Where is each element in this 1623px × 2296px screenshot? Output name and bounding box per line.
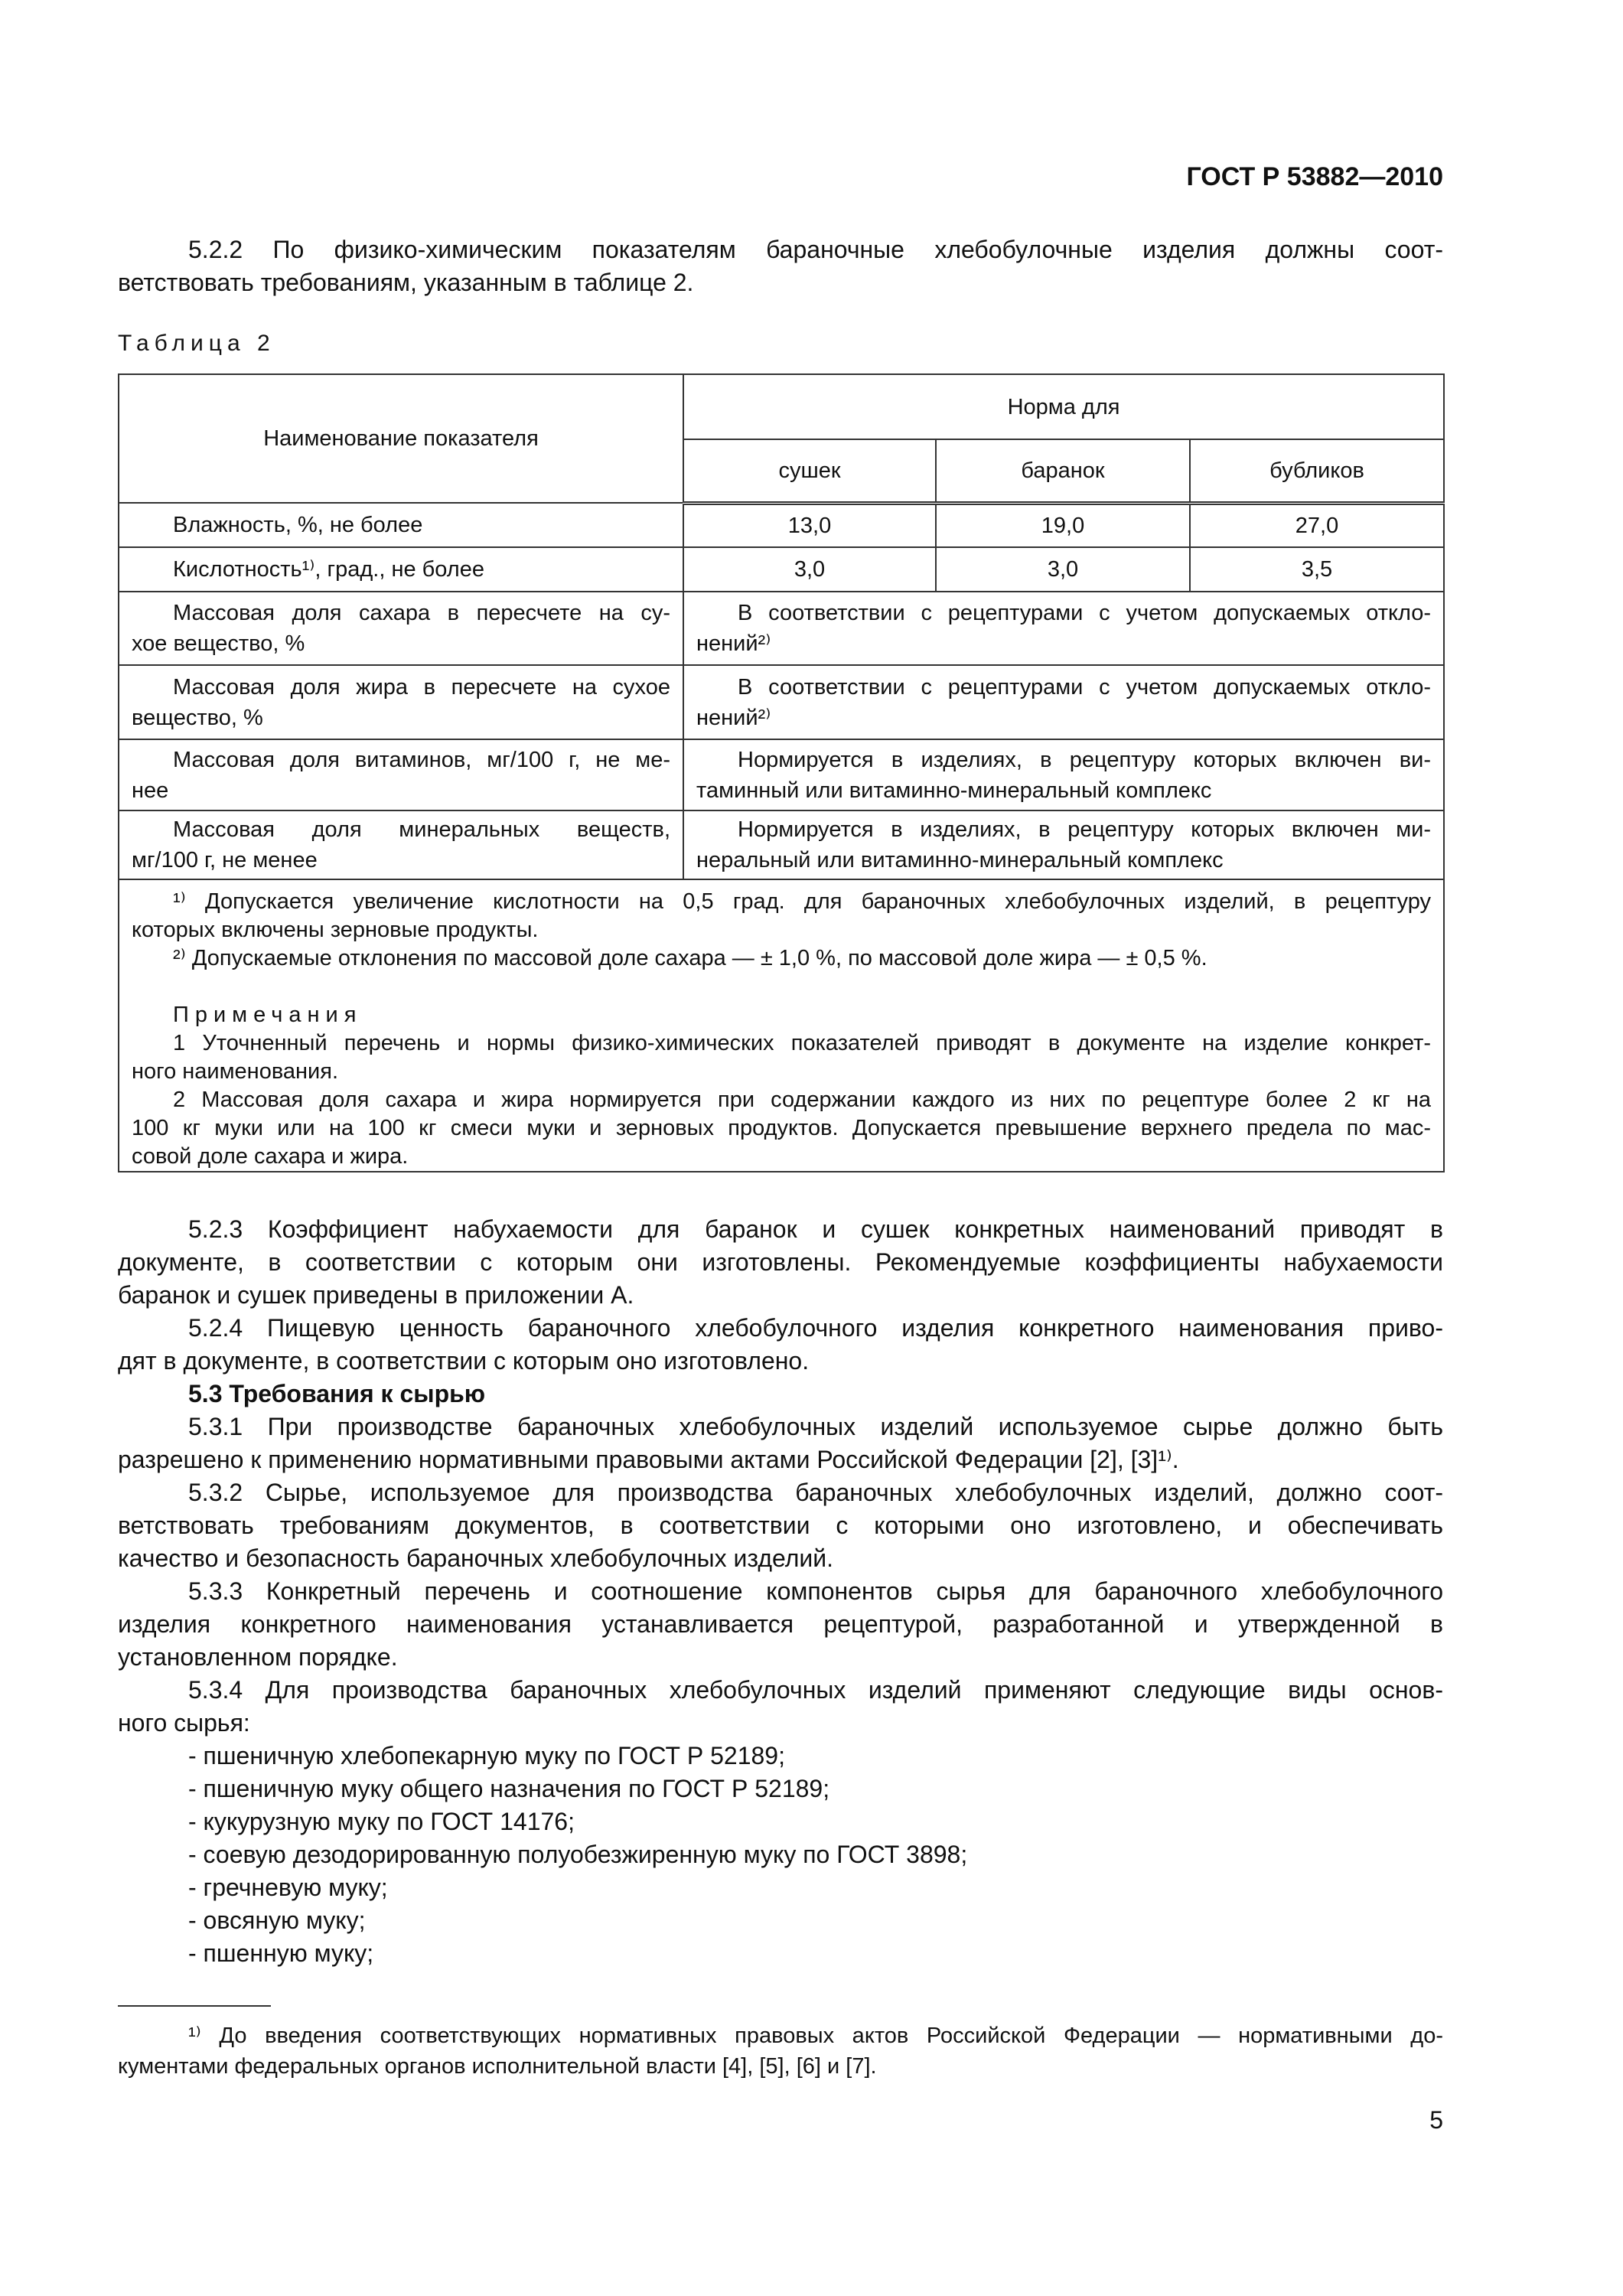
text-line: которых включены зерновые продукты. <box>132 918 539 942</box>
text-line: ветствовать требованиям, указанным в таблице 2. <box>118 269 694 296</box>
cell-norm <box>683 592 1444 665</box>
text-line: ¹⁾ До введения соответствующих нормативных правовых актов Российской Федерации — нормативными до- <box>188 2024 1443 2048</box>
note-2 <box>132 1086 1431 1171</box>
text-line: Нормируется в изделиях, в рецептуру которых включен ви- <box>738 747 1432 772</box>
table-row <box>119 665 1444 739</box>
text-line: неральный или витаминно-минеральный комплекс <box>696 848 1224 872</box>
list-item: - кукурузную муку по ГОСТ 14176; <box>188 1808 575 1835</box>
table-notes <box>119 879 1444 1172</box>
text-line: ного сырья: <box>118 1709 250 1737</box>
text-line: кументами федеральных органов исполнительной власти [4], [5], [6] и [7]. <box>118 2054 877 2079</box>
row-name <box>119 592 683 665</box>
sub-header-baranki: баранок <box>936 439 1190 503</box>
page-footnote <box>118 2020 1443 2082</box>
table-row <box>119 592 1444 665</box>
text-line: Массовая доля минеральных веществ, <box>173 817 670 842</box>
table-caption: Таблица 2 <box>118 331 275 356</box>
cell-value: 3,5 <box>1190 547 1444 592</box>
text-line: таминный или витаминно-минеральный комплекс <box>696 778 1212 803</box>
list-item: - гречневую муку; <box>188 1874 388 1901</box>
text-line: В соответствии с рецептурами с учетом допускаемых откло- <box>738 674 1432 700</box>
paragraph-5-2-4 <box>118 1312 1443 1378</box>
text-line: качество и безопасность бараночных хлебобулочных изделий. <box>118 1544 834 1572</box>
paragraph-5-3-1 <box>118 1411 1443 1476</box>
paragraph-5-2-3 <box>118 1213 1443 1312</box>
paragraph-5-3-3 <box>118 1575 1443 1674</box>
text-line: баранок и сушек приведены в приложении А. <box>118 1281 634 1309</box>
col-header-norm: Норма для <box>683 374 1444 439</box>
cell-value: 3,0 <box>936 547 1190 592</box>
table-row <box>119 547 1444 592</box>
sub-header-sushki: сушек <box>683 439 936 503</box>
document-id-header: ГОСТ Р 53882—2010 <box>1186 162 1443 191</box>
text-line: 5.2.4 Пищевую ценность бараночного хлебобулочного изделия конкретного наименования приво- <box>188 1314 1443 1342</box>
text-line: 5.2.3 Коэффициент набухаемости для баранок и сушек конкретных наименований приводят в <box>188 1215 1443 1243</box>
text-line: 1 Уточненный перечень и нормы физико-химических показателей приводят в документе на изделие конкрет- <box>173 1031 1432 1055</box>
raw-materials-list <box>118 1740 1443 1970</box>
list-item: - соевую дезодорированную полуобезжиренную муку по ГОСТ 3898; <box>188 1841 968 1868</box>
section-heading-5-3: 5.3 Требования к сырью <box>188 1380 486 1407</box>
text-line: совой доле сахара и жира. <box>132 1144 409 1169</box>
cell-value: 13,0 <box>683 503 936 547</box>
row-name <box>119 547 683 592</box>
cell-norm <box>683 665 1444 739</box>
text-line: хое вещество, % <box>132 631 305 656</box>
text-line: 2 Массовая доля сахара и жира нормируется при содержании каждого из них по рецептуре более 2 кг на <box>173 1088 1432 1112</box>
list-item: - пшеничную хлебопекарную муку по ГОСТ Р 52189; <box>188 1742 785 1769</box>
text-line: 5.3.3 Конкретный перечень и соотношение компонентов сырья для бараночного хлебобулочного <box>188 1577 1443 1605</box>
text-line: нений²⁾ <box>696 705 771 730</box>
paragraph-5-2-2 <box>118 233 1443 299</box>
text-line: Влажность, %, не более <box>173 513 423 537</box>
text-line: 5.3.1 При производстве бараночных хлебобулочных изделий используемое сырье должно быть <box>188 1413 1443 1440</box>
text-line: 5.3.4 Для производства бараночных хлебобулочных изделий применяют следующие виды основ- <box>188 1676 1443 1704</box>
text-line: документе, в соответствии с которым они изготовлены. Рекомендуемые коэффициенты набухаемости <box>118 1248 1443 1276</box>
paragraph-5-3-4 <box>118 1674 1443 1740</box>
text-line: Массовая доля сахара в пересчете на су- <box>173 601 670 625</box>
row-name <box>119 665 683 739</box>
text-line: нений²⁾ <box>696 631 771 656</box>
list-item: - пшеничную муку общего назначения по ГОСТ Р 52189; <box>188 1775 830 1802</box>
footnote-divider <box>118 2005 271 2007</box>
table-footnote-1 <box>132 888 1431 944</box>
text-line: ного наименования. <box>132 1059 339 1084</box>
cell-norm <box>683 810 1444 879</box>
text-line: мг/100 г, не менее <box>132 848 318 872</box>
cell-value: 27,0 <box>1190 503 1444 547</box>
text-line: ветствовать требованиям документов, в соответствии с которыми оно изготовлено, и обеспечивать <box>118 1512 1443 1539</box>
col-header-name: Наименование показателя <box>119 374 683 503</box>
text-line: Кислотность¹⁾, град., не более <box>173 557 484 582</box>
paragraph-5-3-2 <box>118 1476 1443 1575</box>
text-line: разрешено к применению нормативными правовыми актами Российской Федерации [2], [3]¹⁾. <box>118 1446 1179 1473</box>
row-name <box>119 503 683 547</box>
row-name <box>119 810 683 879</box>
text-line: 5.2.2 По физико-химическим показателям бараночные хлебобулочные изделия должны соот- <box>188 236 1443 263</box>
text-line: 100 кг муки или на 100 кг смеси муки и зерновых продуктов. Допускается превышение верхнего предела по мас- <box>132 1116 1432 1140</box>
text-line: Массовая доля витаминов, мг/100 г, не ме- <box>173 747 670 772</box>
text-line: 5.3.2 Сырье, используемое для производства бараночных хлебобулочных изделий, должно соот- <box>188 1479 1443 1506</box>
table-footnote-2 <box>132 944 1431 973</box>
body-text <box>118 1213 1443 1970</box>
text-line: нее <box>132 778 169 803</box>
text-line: Массовая доля жира в пересчете на сухое <box>173 674 670 700</box>
table-2 <box>118 373 1445 1172</box>
cell-value: 19,0 <box>936 503 1190 547</box>
list-item: - овсяную муку; <box>188 1906 366 1934</box>
cell-norm <box>683 739 1444 810</box>
list-item: - пшенную муку; <box>188 1939 374 1967</box>
text-line: В соответствии с рецептурами с учетом допускаемых откло- <box>738 601 1432 625</box>
sub-header-bubliki: бубликов <box>1190 439 1444 503</box>
note-1 <box>132 1029 1431 1086</box>
notes-title: Примечания <box>173 1003 363 1027</box>
text-line: изделия конкретного наименования устанавливается рецептурой, разработанной и утвержденной в <box>118 1610 1443 1638</box>
text-line: Нормируется в изделиях, в рецептуру которых включен ми- <box>738 817 1432 842</box>
text-line: установленном порядке. <box>118 1643 398 1671</box>
text-line: ¹⁾ Допускается увеличение кислотности на 0,5 град. для бараночных хлебобулочных изделий, в рецептуру <box>173 889 1432 914</box>
table-row <box>119 739 1444 810</box>
text-line: дят в документе, в соответствии с которым оно изготовлено. <box>118 1347 810 1375</box>
table-row <box>119 810 1444 879</box>
text-line: ²⁾ Допускаемые отклонения по массовой доле сахара — ± 1,0 %, по массовой доле жира — ± 0,5 %. <box>173 946 1207 970</box>
page-number: 5 <box>1429 2106 1443 2134</box>
cell-value: 3,0 <box>683 547 936 592</box>
table-row <box>119 503 1444 547</box>
text-line: вещество, % <box>132 705 263 730</box>
row-name <box>119 739 683 810</box>
